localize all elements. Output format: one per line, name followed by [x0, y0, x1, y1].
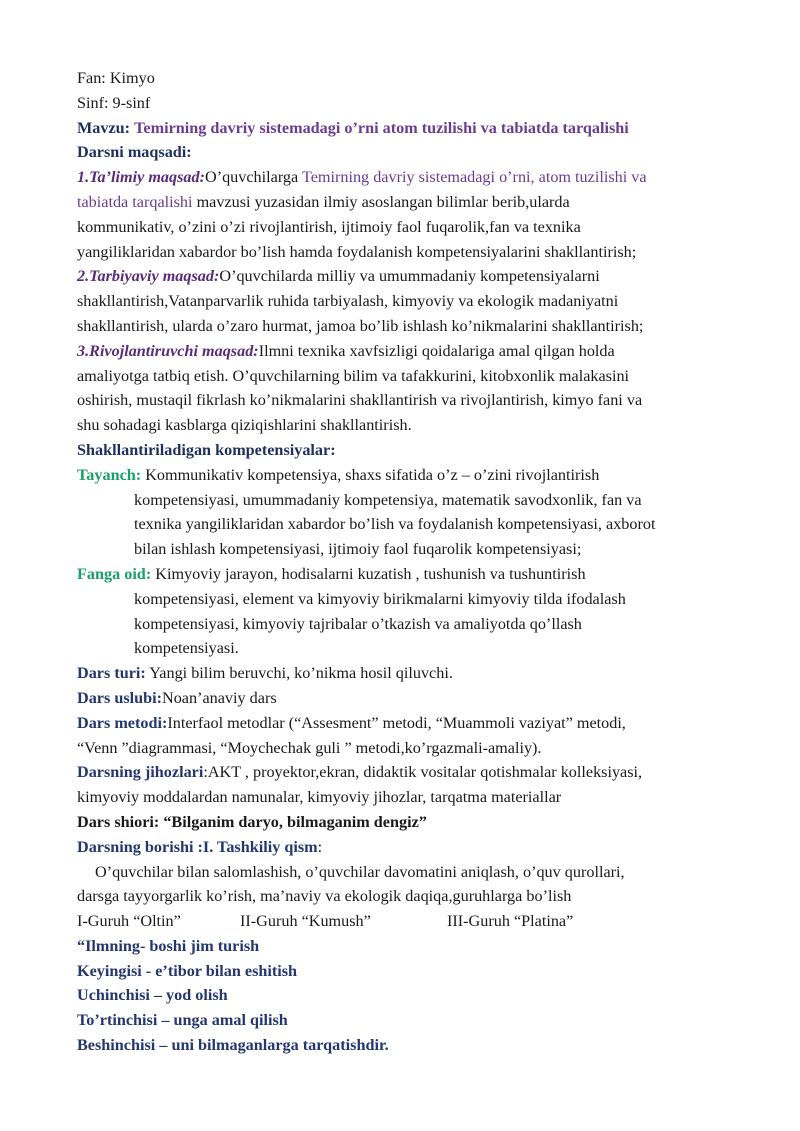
upbringing-goal-label: 2.Tarbiyaviy maqsad:: [77, 267, 220, 286]
lesson-progress-heading: Darsning borishi :I. Tashkiliy qism:: [77, 837, 323, 856]
lesson-style: Dars uslubi:Noan’anaviy dars: [77, 688, 277, 707]
organizational-part: O’quvchilar bilan salomlashish, o’quvchilar davomatini aniqlash, o’quv qurollari, darsga tayyorgarlik ko’rish, ma’naviy va ekologik daqiqa,guruhlarga bo’lish: [77, 862, 625, 906]
saying-line: Uchinchisi – yod olish: [77, 986, 228, 1005]
developmental-goal: 3.Rivojlantiruvchi maqsad:Ilmni texnika xavfsizligi qoidalariga amal qilgan holda amaliyotga tatbiq etish. O’quvchilarning bilim va tafakkurini, kitobxonlik malakasini oshirish, mustaqil fikrlash ko’nikmalarini shakllantirish va rivojlantirish, kimyo fani va shu sohadagi kasblarga qiziqishlarini shakllantirish.: [77, 341, 643, 435]
group-gold: I-Guruh “Oltin”: [77, 912, 181, 931]
lesson-method: Dars metodi:Interfaol metodlar (“Assesment” metodi, “Muammoli vaziyat” metodi, “Venn ”diagrammasi, “Moychechak guli ” metodi,ko’rgazmali-amaliy).: [77, 713, 626, 757]
lesson-motto: Dars shiori: “Bilganim daryo, bilmaganim dengiz”: [77, 812, 427, 831]
saying-line: “Ilmning- boshi jim turish: [77, 936, 260, 955]
grade-line: Sinf: 9-sinf: [77, 93, 151, 112]
group-list: [77, 909, 745, 934]
core-competencies: Tayanch: Kommunikativ kompetensiya, shaxs sifatida o’z – o’zini rivojlantirish kompetensiyasi, umummadaniy kompetensiya, matematik savodxonlik, fan va texnika yangiliklaridan xabardor bo’lish va foydalanish kompetensiyasi, axborot bilan ishlash kompetensiyasi, ijtimoiy faol fuqarolik kompetensiyasi;: [77, 465, 656, 559]
lesson-type: Dars turi: Yangi bilim beruvchi, ko’nikma hosil qiluvchi.: [77, 664, 453, 683]
core-competencies-label: Tayanch:: [77, 465, 142, 484]
topic-title: Temirning davriy sistemadagi o’rni atom tuzilishi va tabiatda tarqalishi: [134, 118, 629, 137]
subject-competencies-label: Fanga oid:: [77, 564, 152, 583]
educational-goal-label: 1.Ta’limiy maqsad:: [77, 168, 205, 187]
subject-competencies: Fanga oid: Kimyoviy jarayon, hodisalarni kuzatish , tushunish va tushuntirish kompetensiyasi, element va kimyoviy birikmalarni kimyoviy tilda ifodalash kompetensiyasi, kimyoviy tajribalar o’tkazish va amaliyotda qo’llash kompetensiyasi.: [77, 564, 626, 658]
goals-heading: Darsni maqsadi:: [77, 143, 192, 162]
group-platinum: III-Guruh “Platina”: [447, 912, 574, 931]
topic-line: [77, 116, 745, 141]
educational-goal-topic: Temirning davriy sistemadagi o’rni, atom tuzilishi va: [301, 168, 647, 187]
saying-line: Beshinchisi – uni bilmaganlarga tarqatishdir.: [77, 1036, 389, 1055]
subject-line: Fan: Kimyo: [77, 69, 155, 87]
topic-label: Mavzu:: [77, 118, 131, 137]
lesson-equipment: Darsning jihozlari:AKT , proyektor,ekran, didaktik vositalar qotishmalar kolleksiyasi, kimyoviy moddalardan namunalar, kimyoviy jihozlar, tarqatma materiallar: [77, 763, 643, 807]
group-silver: II-Guruh “Kumush”: [240, 912, 371, 931]
developmental-goal-label: 3.Rivojlantiruvchi maqsad:: [77, 341, 259, 360]
saying-line: To’rtinchisi – unga amal qilish: [77, 1011, 288, 1030]
knowledge-saying: [77, 934, 745, 1058]
competencies-heading: Shakllantiriladigan kompetensiyalar:: [77, 440, 336, 459]
lesson-plan-document: [77, 66, 745, 1058]
saying-line: Keyingisi - e’tibor bilan eshitish: [77, 961, 298, 980]
educational-goal: 1.Ta’limiy maqsad:O’quvchilarga Temirning davriy sistemadagi o’rni, atom tuzilishi va tabiatda tarqalishi mavzusi yuzasidan ilmiy asoslangan bilimlar berib,ularda kommunikativ, o’zini o’zi rivojlantirish, ijtimoiy faol fuqarolik,fan va texnika yangiliklaridan xabardor bo’lish hamda foydalanish kompetensiyalarini shakllantirish;: [77, 168, 647, 261]
upbringing-goal: 2.Tarbiyaviy maqsad:O’quvchilarda milliy va umummadaniy kompetensiyalarni shakllantirish,Vatanparvarlik ruhida tarbiyalash, kimyoviy va ekologik madaniyatni shakllantirish, ularda o’zaro hurmat, jamoa bo’lib ishlash ko’nikmalarini shakllantirish;: [77, 267, 644, 335]
